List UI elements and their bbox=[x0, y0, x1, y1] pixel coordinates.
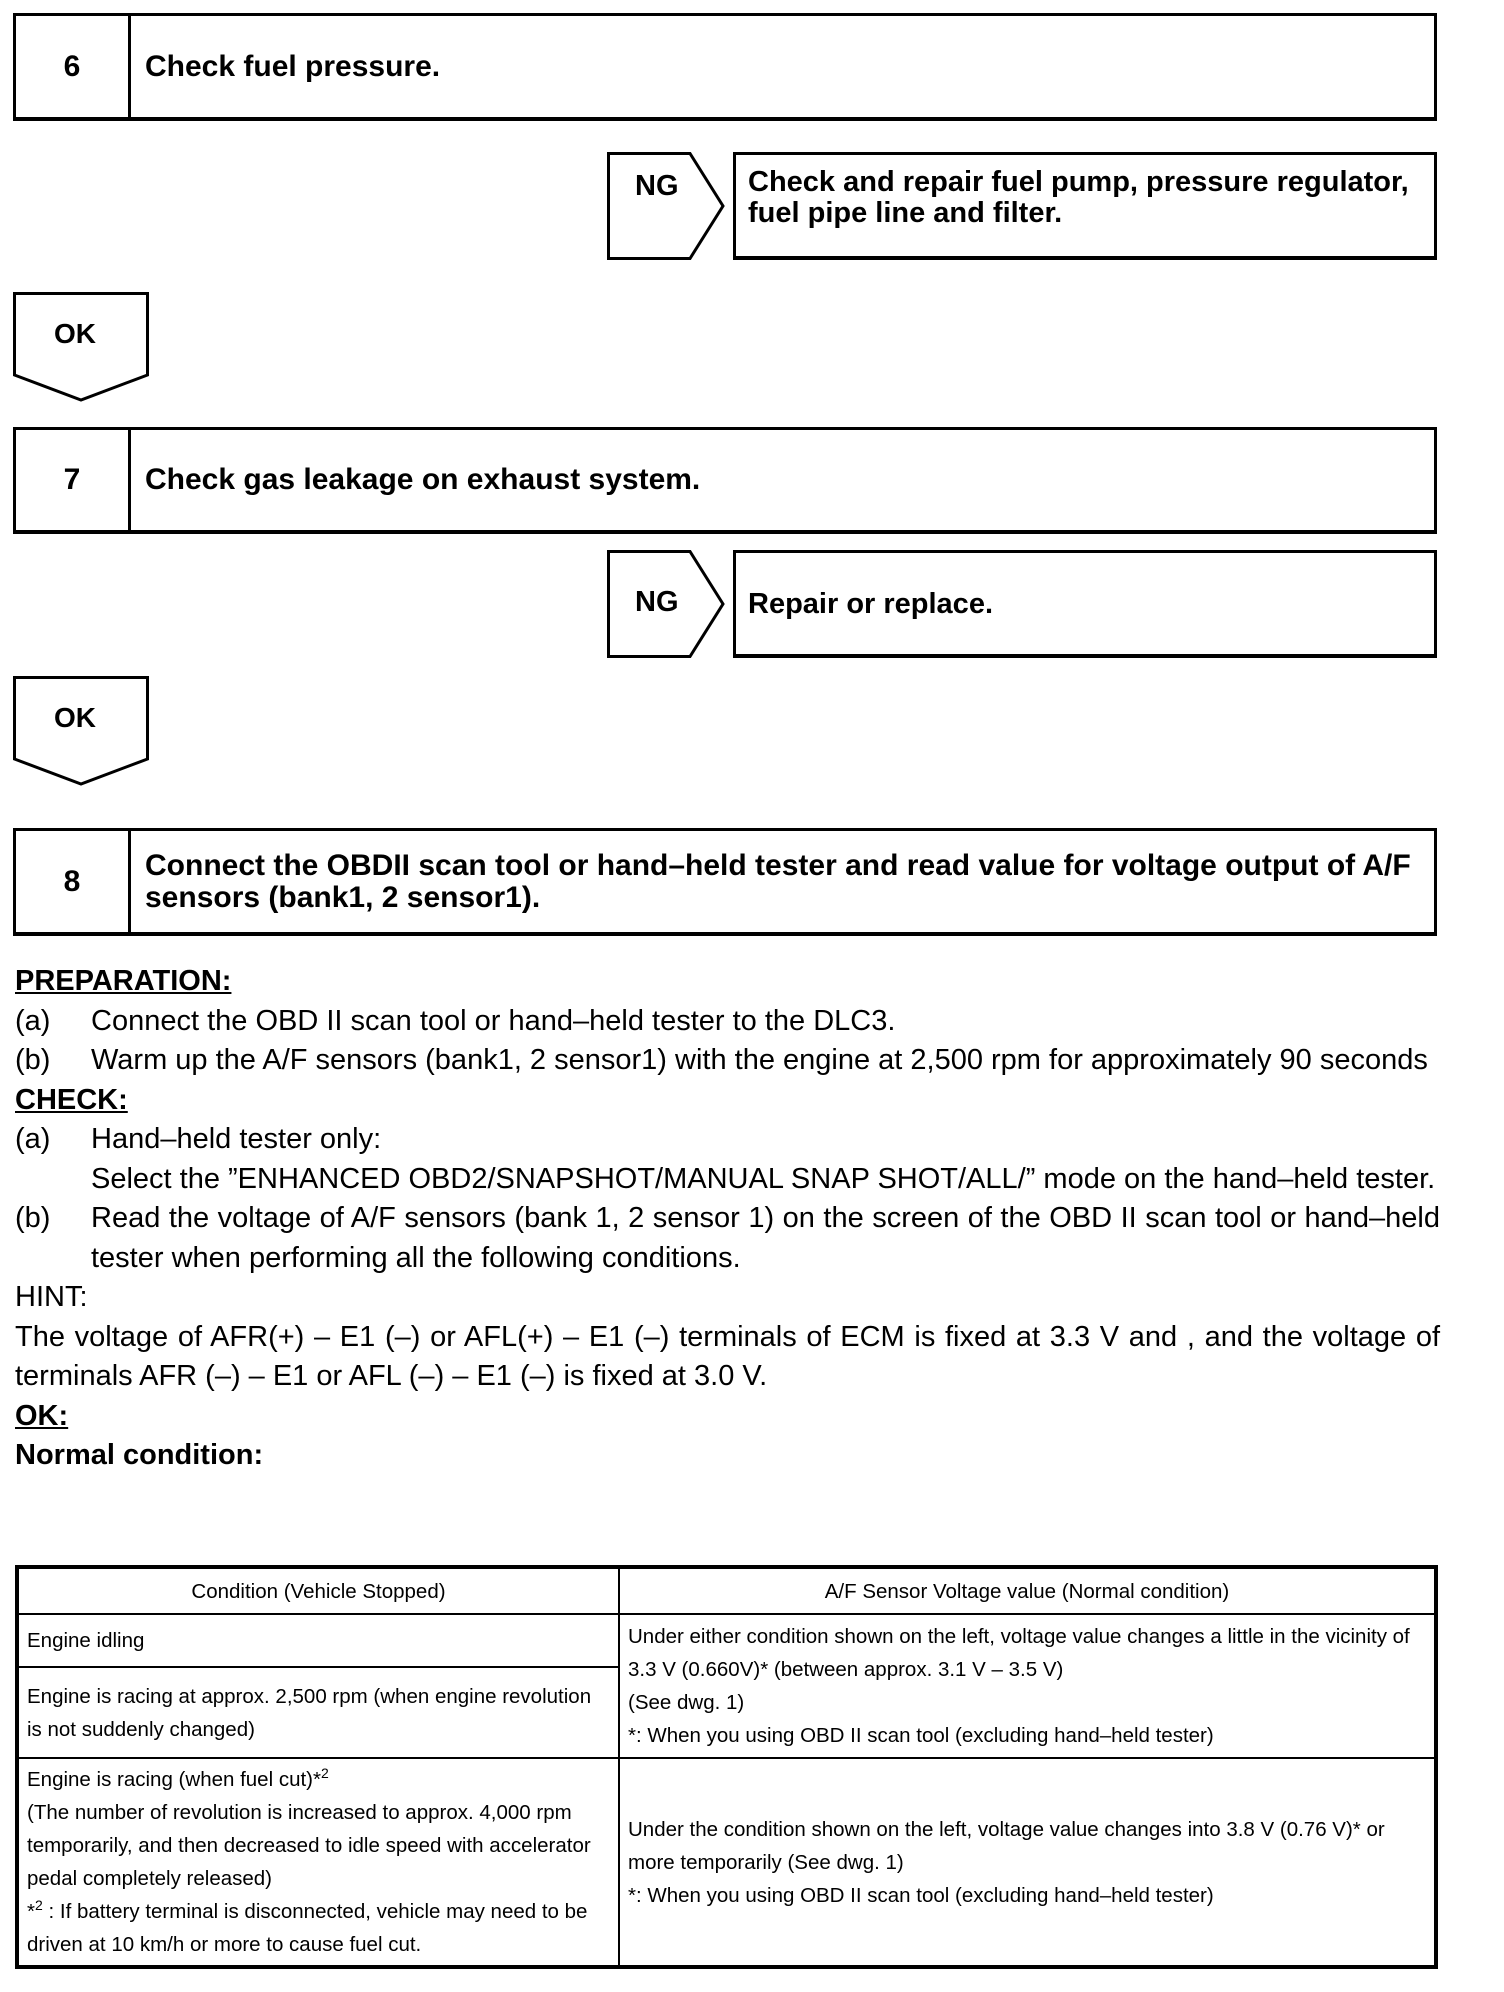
ng-arrow bbox=[607, 152, 725, 260]
ng-arrow-icon bbox=[607, 152, 725, 260]
item-label: (b) bbox=[15, 1044, 51, 1076]
item-label: (b) bbox=[15, 1202, 51, 1234]
ng-label: NG bbox=[635, 586, 679, 618]
check-item bbox=[15, 1120, 1440, 1199]
cell-text bbox=[27, 1895, 610, 1961]
cell-text: (The number of revolution is increased to approx. 4,000 rpm temporarily, and then decreased to idle speed with accelerator pedal completely released) bbox=[27, 1801, 591, 1890]
cell-text: Under either condition shown on the left, voltage value changes a little in the vicinity of 3.3 V (0.660V)* (between approx. 3.1 V – 3.5 V) bbox=[628, 1625, 1410, 1681]
preparation-item bbox=[15, 1041, 1440, 1081]
column-header: Condition (Vehicle Stopped) bbox=[17, 1567, 619, 1614]
ok-arrow bbox=[13, 676, 149, 786]
step-title: Check fuel pressure. bbox=[145, 49, 441, 83]
ng-label: NG bbox=[635, 170, 679, 202]
hint-heading: HINT: bbox=[15, 1281, 88, 1313]
step-8-box bbox=[13, 828, 1437, 936]
table-cell bbox=[619, 1614, 1436, 1758]
item-text bbox=[91, 1120, 1440, 1199]
procedure-body bbox=[15, 962, 1440, 1476]
step-number: 8 bbox=[16, 831, 131, 932]
item-label: (a) bbox=[15, 1123, 51, 1155]
cell-text-part: Engine is racing (when fuel cut)* bbox=[27, 1768, 321, 1791]
normal-condition-table bbox=[15, 1565, 1438, 1969]
step-number: 7 bbox=[16, 430, 131, 530]
cell-text: *: When you using OBD II scan tool (excluding hand–held tester) bbox=[628, 1724, 1214, 1747]
item-text: Connect the OBD II scan tool or hand–held tester to the DLC3. bbox=[91, 1004, 896, 1037]
ng-action-box: Check and repair fuel pump, pressure regulator, fuel pipe line and filter. bbox=[733, 152, 1437, 260]
ok-label: OK bbox=[54, 702, 96, 733]
table-row bbox=[17, 1614, 1436, 1667]
ok-arrow bbox=[13, 292, 149, 402]
step-6-box bbox=[13, 13, 1437, 121]
step-number: 6 bbox=[16, 16, 131, 117]
preparation-heading: PREPARATION: bbox=[15, 965, 232, 997]
cell-text-part: : If battery terminal is disconnected, vehicle may need to be driven at 10 km/h or more to cause fuel cut. bbox=[27, 1900, 588, 1956]
column-header: A/F Sensor Voltage value (Normal condition) bbox=[619, 1567, 1436, 1614]
table-cell bbox=[17, 1758, 619, 1967]
item-label: (a) bbox=[15, 1004, 51, 1037]
cell-text: Under the condition shown on the left, voltage value changes into 3.8 V (0.76 V)* or more temporarily (See dwg. 1) bbox=[628, 1817, 1385, 1874]
footnote-mark: 2 bbox=[34, 1897, 43, 1914]
item-text: Warm up the A/F sensors (bank1, 2 sensor1) with the engine at 2,500 rpm for approximately 90 seconds bbox=[91, 1044, 1428, 1076]
item-text: Read the voltage of A/F sensors (bank 1, 2 sensor 1) on the screen of the OBD II scan tool or hand–held tester when performing all the following conditions. bbox=[91, 1202, 1440, 1274]
table-cell bbox=[619, 1758, 1436, 1967]
ng-arrow bbox=[607, 550, 725, 658]
step-title: Check gas leakage on exhaust system. bbox=[145, 463, 701, 496]
check-item bbox=[15, 1199, 1440, 1278]
footnote-mark: 2 bbox=[321, 1765, 329, 1782]
step-7-box bbox=[13, 427, 1437, 534]
check-heading: CHECK: bbox=[15, 1083, 128, 1116]
step-title: Connect the OBDII scan tool or hand–held tester and read value for voltage output of A/F sensors (bank1, 2 sensor1). bbox=[145, 848, 1411, 914]
item-text-line: Hand–held tester only: bbox=[91, 1123, 382, 1155]
table-cell: Engine idling bbox=[17, 1614, 619, 1667]
table-cell: Engine is racing at approx. 2,500 rpm (when engine revolution is not suddenly changed) bbox=[17, 1667, 619, 1758]
footnote-mark: * bbox=[27, 1900, 35, 1923]
ok-label: OK bbox=[54, 318, 96, 349]
item-text-line: Select the ”ENHANCED OBD2/SNAPSHOT/MANUAL SNAP SHOT/ALL/” mode on the hand–held tester. bbox=[91, 1162, 1436, 1195]
cell-text: *: When you using OBD II scan tool (excluding hand–held tester) bbox=[628, 1883, 1214, 1907]
ng-action-box: Repair or replace. bbox=[733, 550, 1437, 658]
hint-text: The voltage of AFR(+) – E1 (–) or AFL(+) – E1 (–) terminals of ECM is fixed at 3.3 V and , and the voltage of terminals AFR (–) – E1 or AFL (–) – E1 (–) is fixed at 3.0 V. bbox=[15, 1320, 1440, 1392]
cell-text bbox=[27, 1763, 610, 1796]
normal-condition-heading: Normal condition: bbox=[15, 1439, 264, 1471]
table-header-row bbox=[17, 1567, 1436, 1614]
table-row bbox=[17, 1758, 1436, 1967]
preparation-item bbox=[15, 1002, 1440, 1042]
ok-heading: OK: bbox=[15, 1399, 69, 1432]
cell-text: (See dwg. 1) bbox=[628, 1691, 745, 1714]
